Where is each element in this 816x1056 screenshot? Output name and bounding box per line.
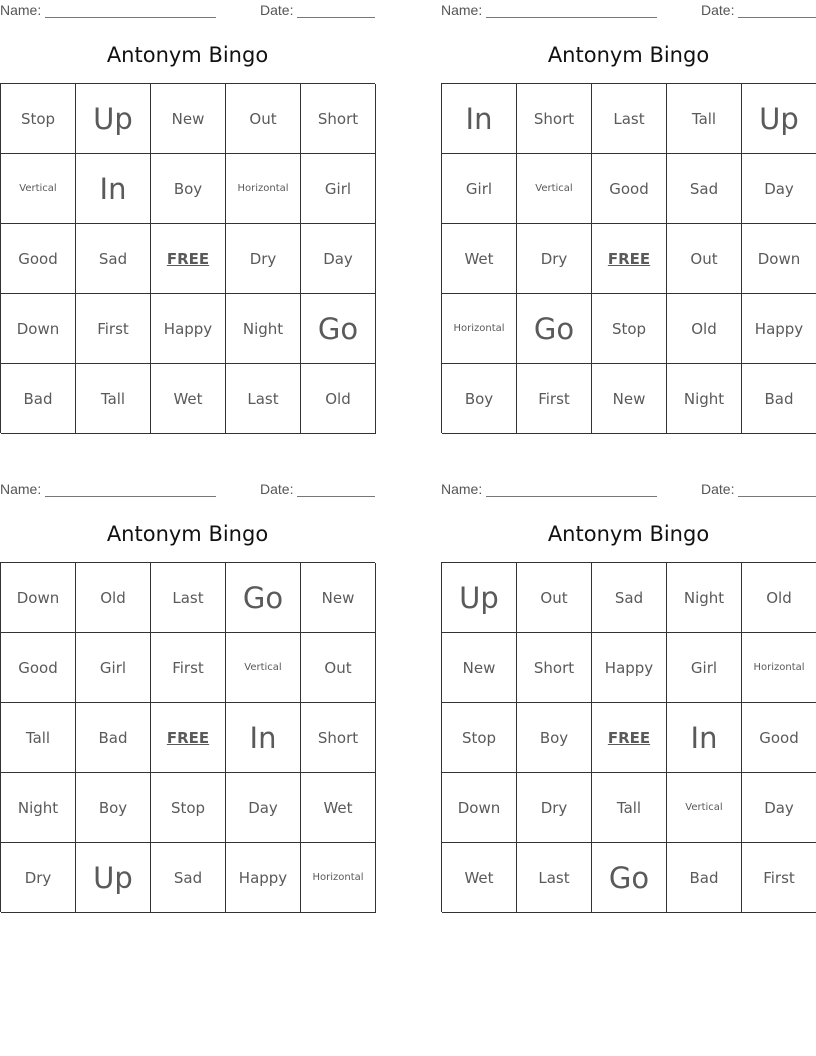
card-title: Antonym Bingo: [547, 522, 710, 546]
bingo-cell: Dry: [517, 773, 592, 843]
bingo-cell: In: [442, 84, 517, 154]
bingo-cell: Up: [442, 563, 517, 633]
card-title: Antonym Bingo: [106, 43, 269, 67]
bingo-cell: Go: [592, 843, 667, 913]
bingo-cell: Boy: [76, 773, 151, 843]
bingo-cell: In: [226, 703, 301, 773]
bingo-cell: New: [592, 364, 667, 434]
name-label: Name:: [0, 2, 42, 18]
date-label: Date:: [701, 481, 735, 497]
name-field-line: [486, 481, 657, 497]
bingo-cell: Go: [226, 563, 301, 633]
bingo-cell: Out: [667, 224, 742, 294]
bingo-cell: Girl: [76, 633, 151, 703]
bingo-cell: Wet: [301, 773, 376, 843]
bingo-cell: Out: [301, 633, 376, 703]
bingo-cell: Happy: [226, 843, 301, 913]
bingo-cell-free: FREE: [592, 224, 667, 294]
name-date-bar: [0, 2, 375, 20]
bingo-cell: Down: [742, 224, 816, 294]
bingo-cell: Happy: [151, 294, 226, 364]
bingo-cell: Old: [742, 563, 816, 633]
bingo-cell: Happy: [742, 294, 816, 364]
date-field-line: [297, 2, 375, 18]
bingo-cell: Wet: [442, 224, 517, 294]
bingo-cell: First: [517, 364, 592, 434]
bingo-cell: New: [442, 633, 517, 703]
bingo-cell: Good: [592, 154, 667, 224]
date-field-line: [738, 2, 816, 18]
bingo-cell: Bad: [76, 703, 151, 773]
bingo-cell: Stop: [151, 773, 226, 843]
bingo-cell: Bad: [742, 364, 816, 434]
bingo-cell: Good: [1, 633, 76, 703]
date-field-line: [738, 481, 816, 497]
bingo-cell: Stop: [592, 294, 667, 364]
bingo-cell: Vertical: [226, 633, 301, 703]
bingo-cell: New: [151, 84, 226, 154]
name-label: Name:: [441, 2, 483, 18]
bingo-cell: Vertical: [667, 773, 742, 843]
bingo-cell: Dry: [517, 224, 592, 294]
bingo-grid: [441, 83, 816, 433]
bingo-cell: Horizontal: [226, 154, 301, 224]
bingo-cell: Last: [517, 843, 592, 913]
date-label: Date:: [260, 2, 294, 18]
bingo-cell: Down: [442, 773, 517, 843]
bingo-grid: [0, 83, 375, 433]
name-date-bar: [0, 481, 375, 499]
bingo-cell: Up: [742, 84, 816, 154]
bingo-cell: Out: [226, 84, 301, 154]
date-label: Date:: [260, 481, 294, 497]
bingo-cell: In: [76, 154, 151, 224]
bingo-cell: Short: [301, 703, 376, 773]
name-date-bar: [441, 481, 816, 499]
date-field-line: [297, 481, 375, 497]
bingo-cell: Sad: [667, 154, 742, 224]
bingo-cell: Day: [301, 224, 376, 294]
bingo-cell: Go: [517, 294, 592, 364]
bingo-cell: Last: [151, 563, 226, 633]
bingo-cell: Vertical: [1, 154, 76, 224]
bingo-cell: Dry: [226, 224, 301, 294]
bingo-cell: Girl: [667, 633, 742, 703]
bingo-cell: Sad: [76, 224, 151, 294]
bingo-cell: Night: [1, 773, 76, 843]
bingo-cell: Bad: [1, 364, 76, 434]
bingo-cell: Down: [1, 563, 76, 633]
bingo-cell: Stop: [1, 84, 76, 154]
bingo-grid: [441, 562, 816, 912]
bingo-cell: Horizontal: [442, 294, 517, 364]
name-field-line: [45, 2, 216, 18]
bingo-cell: Boy: [517, 703, 592, 773]
bingo-cell: Out: [517, 563, 592, 633]
bingo-cell: First: [742, 843, 816, 913]
bingo-cell-free: FREE: [151, 703, 226, 773]
bingo-cell: Sad: [151, 843, 226, 913]
bingo-cell: Day: [742, 154, 816, 224]
name-label: Name:: [0, 481, 42, 497]
bingo-cell: Short: [517, 633, 592, 703]
bingo-cell: Night: [226, 294, 301, 364]
bingo-cell: Short: [517, 84, 592, 154]
bingo-cell: Boy: [442, 364, 517, 434]
bingo-cell: Tall: [76, 364, 151, 434]
bingo-cell: Wet: [151, 364, 226, 434]
name-label: Name:: [441, 481, 483, 497]
bingo-cell: First: [151, 633, 226, 703]
bingo-cell: Vertical: [517, 154, 592, 224]
bingo-cell: Horizontal: [742, 633, 816, 703]
bingo-cell: Wet: [442, 843, 517, 913]
bingo-cell: New: [301, 563, 376, 633]
bingo-cell: Stop: [442, 703, 517, 773]
bingo-cell: In: [667, 703, 742, 773]
bingo-cell: Old: [76, 563, 151, 633]
bingo-cell: Old: [667, 294, 742, 364]
bingo-cell: Last: [592, 84, 667, 154]
bingo-cell: Up: [76, 843, 151, 913]
bingo-cell: Dry: [1, 843, 76, 913]
bingo-cell: Good: [1, 224, 76, 294]
name-field-line: [486, 2, 657, 18]
bingo-cell: Good: [742, 703, 816, 773]
card-title: Antonym Bingo: [547, 43, 710, 67]
name-field-line: [45, 481, 216, 497]
bingo-cell: Old: [301, 364, 376, 434]
bingo-cell: Bad: [667, 843, 742, 913]
bingo-cell: Happy: [592, 633, 667, 703]
bingo-cell: Boy: [151, 154, 226, 224]
card-title: Antonym Bingo: [106, 522, 269, 546]
bingo-cell: Day: [742, 773, 816, 843]
bingo-cell: Tall: [592, 773, 667, 843]
bingo-cell: Short: [301, 84, 376, 154]
bingo-cell: Tall: [1, 703, 76, 773]
date-label: Date:: [701, 2, 735, 18]
bingo-cell-free: FREE: [592, 703, 667, 773]
bingo-grid: [0, 562, 375, 912]
bingo-cell-free: FREE: [151, 224, 226, 294]
bingo-cell: Down: [1, 294, 76, 364]
bingo-cell: First: [76, 294, 151, 364]
bingo-cell: Horizontal: [301, 843, 376, 913]
bingo-cell: Sad: [592, 563, 667, 633]
bingo-cell: Up: [76, 84, 151, 154]
bingo-cell: Girl: [301, 154, 376, 224]
name-date-bar: [441, 2, 816, 20]
bingo-cell: Day: [226, 773, 301, 843]
bingo-cell: Girl: [442, 154, 517, 224]
bingo-cell: Tall: [667, 84, 742, 154]
bingo-cell: Night: [667, 563, 742, 633]
bingo-cell: Night: [667, 364, 742, 434]
bingo-cell: Last: [226, 364, 301, 434]
bingo-cell: Go: [301, 294, 376, 364]
